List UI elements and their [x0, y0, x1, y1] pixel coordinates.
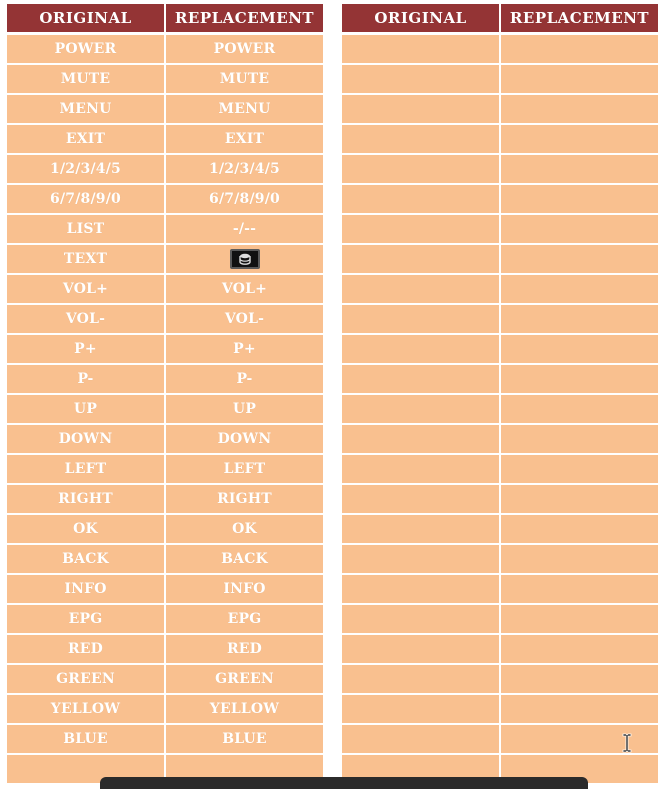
table-row [342, 65, 658, 95]
cell-original [342, 125, 499, 153]
table-row [342, 455, 658, 485]
table-row [7, 605, 323, 635]
table-row [7, 245, 323, 275]
table-row [7, 335, 323, 365]
cell-replacement [501, 245, 658, 273]
table-row [7, 635, 323, 665]
cell-original: GREEN [7, 665, 164, 693]
cell-replacement [501, 635, 658, 663]
cell-replacement: P- [166, 365, 323, 393]
cell-replacement [501, 455, 658, 483]
cell-replacement: EXIT [166, 125, 323, 153]
cell-replacement: RIGHT [166, 485, 323, 513]
cell-replacement: UP [166, 395, 323, 423]
cell-replacement: -/-- [166, 215, 323, 243]
cell-original [342, 155, 499, 183]
cell-original: BACK [7, 545, 164, 573]
table-row [7, 485, 323, 515]
cell-original [342, 605, 499, 633]
cell-original: MENU [7, 95, 164, 123]
table-body [7, 35, 323, 785]
table-row [7, 665, 323, 695]
cell-original [342, 365, 499, 393]
text-cursor-icon [621, 733, 633, 753]
table-row [7, 275, 323, 305]
table-row [342, 425, 658, 455]
cell-replacement [166, 245, 323, 273]
table-row [342, 215, 658, 245]
cell-original: LIST [7, 215, 164, 243]
cell-replacement: 1/2/3/4/5 [166, 155, 323, 183]
cell-replacement [501, 725, 658, 753]
cell-replacement: INFO [166, 575, 323, 603]
cell-replacement: RED [166, 635, 323, 663]
cell-replacement [501, 275, 658, 303]
cell-replacement [501, 65, 658, 93]
table-row [342, 515, 658, 545]
table-row [7, 365, 323, 395]
table-row [7, 695, 323, 725]
cell-original [342, 95, 499, 123]
table-row [342, 35, 658, 65]
table-row [342, 335, 658, 365]
table-row [7, 65, 323, 95]
teletext-button-icon [230, 249, 260, 269]
horizontal-scrollbar[interactable] [100, 777, 588, 789]
table-row [7, 575, 323, 605]
cell-original: EXIT [7, 125, 164, 153]
cell-replacement [501, 365, 658, 393]
cell-replacement: LEFT [166, 455, 323, 483]
table-header-row [342, 4, 658, 32]
table-row [342, 245, 658, 275]
cell-replacement: 6/7/8/9/0 [166, 185, 323, 213]
cell-original: BLUE [7, 725, 164, 753]
cell-replacement: MENU [166, 95, 323, 123]
table-row [342, 575, 658, 605]
cell-replacement: VOL- [166, 305, 323, 333]
header-replacement: REPLACEMENT [501, 4, 658, 32]
cell-original: 6/7/8/9/0 [7, 185, 164, 213]
cell-original: VOL+ [7, 275, 164, 303]
table-row [7, 515, 323, 545]
cell-original: P+ [7, 335, 164, 363]
table-header-row [7, 4, 323, 32]
cell-original [342, 425, 499, 453]
cell-original [342, 335, 499, 363]
table-row [7, 185, 323, 215]
cell-original [342, 245, 499, 273]
cell-replacement: MUTE [166, 65, 323, 93]
cell-original [342, 35, 499, 63]
table-row [342, 545, 658, 575]
cell-original [342, 515, 499, 543]
cell-replacement: OK [166, 515, 323, 543]
cell-replacement [501, 695, 658, 723]
cell-original [342, 305, 499, 333]
cell-replacement: DOWN [166, 425, 323, 453]
cell-original [342, 275, 499, 303]
cell-original [342, 485, 499, 513]
cell-replacement [501, 515, 658, 543]
cell-original: YELLOW [7, 695, 164, 723]
table-row [7, 215, 323, 245]
cell-replacement [501, 185, 658, 213]
cell-replacement [501, 305, 658, 333]
table-row [342, 125, 658, 155]
cell-replacement: P+ [166, 335, 323, 363]
table-row [7, 425, 323, 455]
table-row [342, 725, 658, 755]
table-row [7, 545, 323, 575]
cell-original: LEFT [7, 455, 164, 483]
cell-replacement [501, 395, 658, 423]
cell-original [342, 215, 499, 243]
cell-replacement: GREEN [166, 665, 323, 693]
cell-original [342, 455, 499, 483]
table-row [7, 125, 323, 155]
cell-replacement [501, 485, 658, 513]
cell-original: 1/2/3/4/5 [7, 155, 164, 183]
cell-original: RED [7, 635, 164, 663]
cell-replacement [501, 125, 658, 153]
cell-replacement [501, 545, 658, 573]
cell-original [342, 635, 499, 663]
cell-original: DOWN [7, 425, 164, 453]
cell-replacement [501, 425, 658, 453]
cell-original [342, 185, 499, 213]
table-row [342, 635, 658, 665]
cell-original: RIGHT [7, 485, 164, 513]
cell-replacement [501, 155, 658, 183]
cell-original: P- [7, 365, 164, 393]
cell-original: INFO [7, 575, 164, 603]
cell-original: POWER [7, 35, 164, 63]
header-original: ORIGINAL [7, 4, 164, 32]
cell-replacement: BLUE [166, 725, 323, 753]
table-row [7, 725, 323, 755]
cell-replacement: VOL+ [166, 275, 323, 303]
table-row [342, 395, 658, 425]
table-row [342, 665, 658, 695]
cell-original [342, 725, 499, 753]
table-row [7, 395, 323, 425]
cell-replacement [501, 35, 658, 63]
table-row [342, 155, 658, 185]
button-mapping-table-left [7, 4, 323, 785]
cell-replacement [501, 215, 658, 243]
table-body [342, 35, 658, 785]
cell-original: EPG [7, 605, 164, 633]
cell-original [342, 65, 499, 93]
cell-original: TEXT [7, 245, 164, 273]
cell-replacement: POWER [166, 35, 323, 63]
cell-replacement: YELLOW [166, 695, 323, 723]
cell-original [342, 695, 499, 723]
table-row [7, 305, 323, 335]
cell-original: OK [7, 515, 164, 543]
header-replacement: REPLACEMENT [166, 4, 323, 32]
table-row [342, 485, 658, 515]
table-row [342, 605, 658, 635]
table-row [342, 305, 658, 335]
cell-replacement: BACK [166, 545, 323, 573]
cell-replacement: EPG [166, 605, 323, 633]
cell-original [342, 575, 499, 603]
cell-original: UP [7, 395, 164, 423]
table-row [7, 95, 323, 125]
table-row [342, 695, 658, 725]
cell-original [342, 665, 499, 693]
table-row [342, 185, 658, 215]
cell-original [342, 395, 499, 423]
button-mapping-table-right [342, 4, 658, 785]
cell-replacement [501, 665, 658, 693]
cell-original [342, 545, 499, 573]
cell-replacement [501, 605, 658, 633]
table-row [7, 35, 323, 65]
cell-original: VOL- [7, 305, 164, 333]
cell-original: MUTE [7, 65, 164, 93]
header-original: ORIGINAL [342, 4, 499, 32]
table-row [7, 155, 323, 185]
cell-replacement [501, 575, 658, 603]
table-row [7, 455, 323, 485]
table-row [342, 95, 658, 125]
cell-replacement [501, 95, 658, 123]
cell-replacement [501, 335, 658, 363]
table-row [342, 365, 658, 395]
table-row [342, 275, 658, 305]
